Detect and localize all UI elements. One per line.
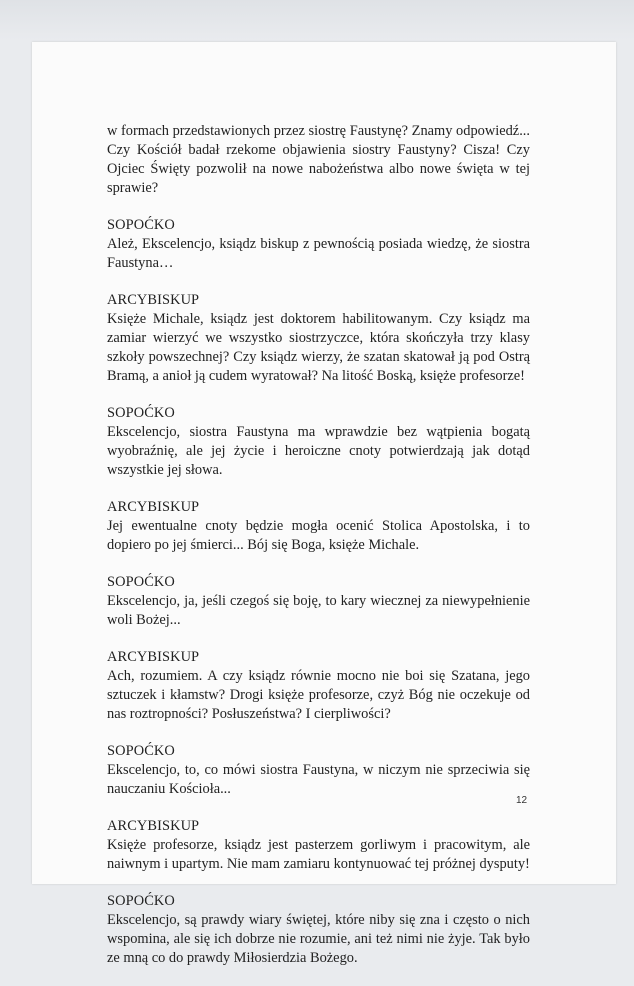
- dialogue-text: Ekscelencjo, to, co mówi siostra Faustyna, w niczym nie sprzeciwia się nauczaniu Kościoła...: [107, 762, 530, 797]
- speaker-name: ARCYBISKUP: [107, 649, 200, 665]
- dialogue-block: [107, 573, 530, 630]
- speaker-name: ARCYBISKUP: [107, 499, 200, 515]
- dialogue-text: Ekscelencjo, siostra Faustyna ma wprawdzie bez wątpienia bogatą wyobraźnię, ale jej życie i heroiczne cnoty potwierdzają jak dotąd wszystkie jej słowa.: [107, 424, 530, 478]
- dialogue-text: Ekscelencjo, są prawdy wiary świętej, które niby się zna i często o nich wspomina, ale się ich dobrze nie rozumie, ani też nimi nie żyje. Tak było ze mną co do prawdy Miłosierdzia Bożego.: [107, 912, 530, 966]
- speaker-name: SOPOĆKO: [107, 405, 175, 421]
- dialogue-text: Księże profesorze, ksiądz jest pasterzem gorliwym i pracowitym, ale naiwnym i upartym. Nie mam zamiaru kontynuować tej próżnej dysputy!: [107, 837, 530, 872]
- speaker-name: SOPOĆKO: [107, 893, 175, 909]
- dialogue-text: Księże Michale, ksiądz jest doktorem habilitowanym. Czy ksiądz ma zamiar wierzyć we wszystko siostrzyczce, która skończyła trzy klasy szkoły powszechnej? Czy ksiądz wierzy, że szatan skatował ją pod Ostrą Bramą, a anioł ją cudem wyratował? Na litość Boską, księże profesorze!: [107, 311, 530, 384]
- dialogue-block: [107, 648, 530, 724]
- speaker-name: ARCYBISKUP: [107, 818, 200, 834]
- dialogue-block: [107, 404, 530, 480]
- dialogue-block: [107, 498, 530, 555]
- speaker-name: SOPOĆKO: [107, 574, 175, 590]
- dialogue-block: [107, 742, 530, 799]
- dialogue-block: [107, 892, 530, 968]
- intro-paragraph: [107, 122, 530, 198]
- dialogue-block: [107, 291, 530, 386]
- intro-text: w formach przedstawionych przez siostrę Faustynę? Znamy odpowiedź... Czy Kościół badał rzekome objawienia siostry Faustyny? Cisza! Czy Ojciec Święty pozwolił na nowe nabożeństwa albo nowe święta w tej sprawie?: [107, 123, 530, 196]
- dialogue-text: Ekscelencjo, ja, jeśli czegoś się boję, to kary wiecznej za niewypełnienie woli Bożej...: [107, 593, 530, 628]
- dialogue-text: Ach, rozumiem. A czy ksiądz równie mocno nie boi się Szatana, jego sztuczek i kłamstw? Drogi księże profesorze, czyż Bóg nie oczekuje od nas roztropności? Posłuszeństwa? I cierpliwości?: [107, 668, 530, 722]
- dialogue-text: Jej ewentualne cnoty będzie mogła ocenić Stolica Apostolska, i to dopiero po jej śmierci... Bój się Boga, księże Michale.: [107, 518, 530, 553]
- document-page: [32, 42, 616, 966]
- page-number: 12: [516, 795, 528, 806]
- page-content: [107, 122, 530, 986]
- speaker-name: SOPOĆKO: [107, 743, 175, 759]
- dialogue-text: Ależ, Ekscelencjo, ksiądz biskup z pewnością posiada wiedzę, że siostra Faustyna…: [107, 236, 530, 271]
- speaker-name: SOPOĆKO: [107, 217, 175, 233]
- speaker-name: ARCYBISKUP: [107, 292, 200, 308]
- scan-background: [0, 0, 634, 40]
- dialogue-block: [107, 216, 530, 273]
- dialogue-block: [107, 817, 530, 874]
